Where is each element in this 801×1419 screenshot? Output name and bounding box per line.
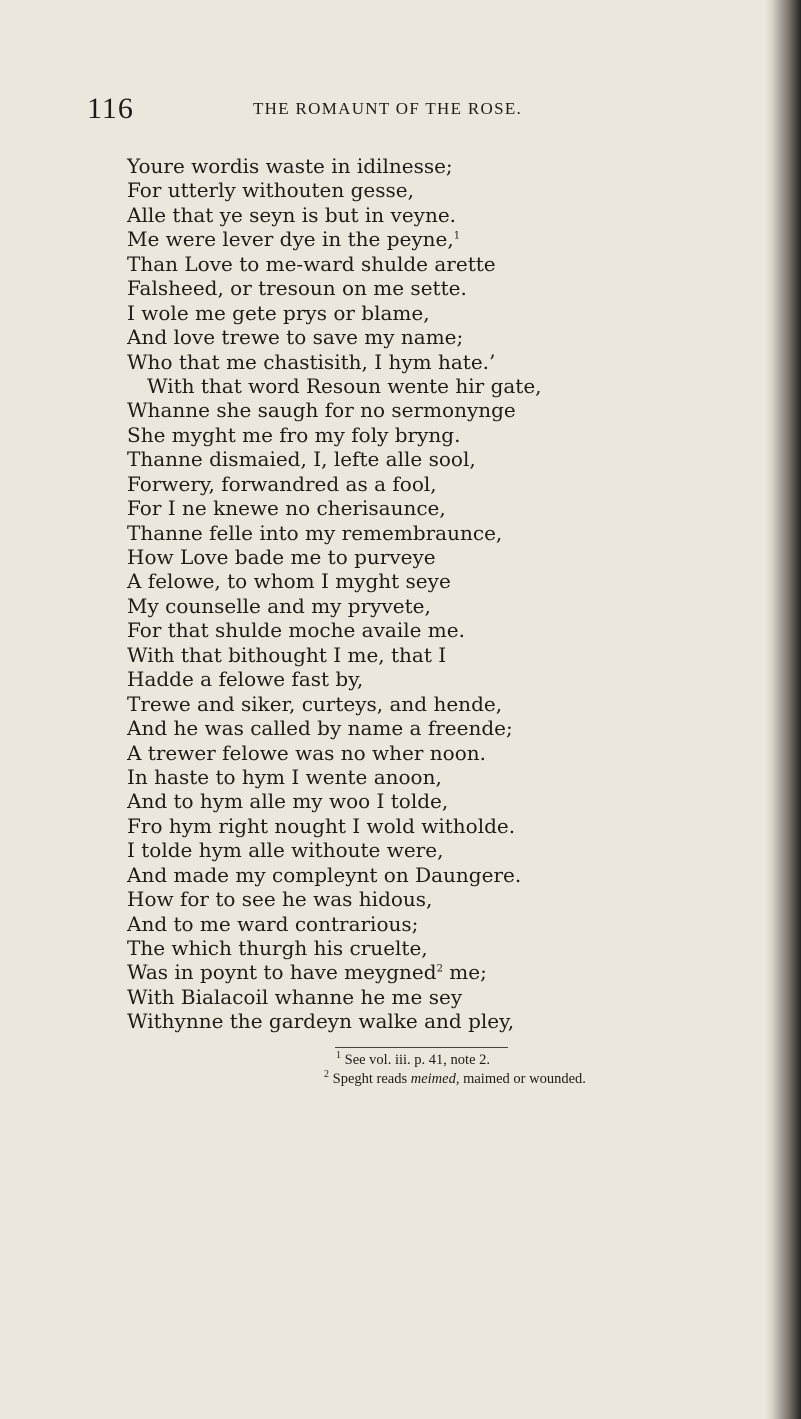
verse-line: And love trewe to save my name; bbox=[127, 325, 464, 350]
footnote-text: maimed or wounded. bbox=[459, 1071, 586, 1087]
footnote-italic-term: meimed, bbox=[410, 1071, 460, 1087]
running-head: THE ROMAUNT OF THE ROSE. bbox=[253, 99, 523, 118]
footnote-text: See vol. iii. p. 41, note 2. bbox=[344, 1052, 491, 1068]
verse-line: I tolde hym alle withoute were, bbox=[127, 838, 444, 863]
verse-line: Who that me chastisith, I hym hate.’ bbox=[127, 349, 496, 374]
verse-line: Falsheed, or tresoun on me sette. bbox=[127, 276, 467, 301]
verse-line-tail: me; bbox=[442, 960, 487, 985]
verse-line: And to me ward contrarious; bbox=[127, 911, 419, 936]
verse-line: Hadde a felowe fast by, bbox=[127, 667, 364, 692]
footnote-text: Speght reads bbox=[332, 1071, 411, 1087]
verse-line: How Love bade me to purveye bbox=[127, 545, 436, 569]
footnote-reference: 1 bbox=[453, 230, 461, 242]
verse-line-text: Me were lever dye in the peyne, bbox=[127, 227, 454, 252]
footnote-marker: 2 bbox=[324, 1069, 329, 1081]
verse-line: With Bialacoil whanne he me sey bbox=[127, 984, 463, 1009]
footnote-marker: 1 bbox=[336, 1050, 341, 1062]
page-number: 116 bbox=[87, 92, 134, 125]
verse-line: A felowe, to whom I myght seye bbox=[127, 569, 451, 594]
verse-line: And made my compleynt on Daungere. bbox=[127, 862, 522, 887]
verse-line: My counselle and my pryvete, bbox=[127, 593, 431, 618]
page-header bbox=[87, 91, 637, 127]
verse-line: Youre wordis waste in idilnesse; bbox=[127, 154, 453, 178]
footnote-1 bbox=[336, 1050, 490, 1070]
verse-line: Trewe and siker, curteys, and hende, bbox=[127, 691, 503, 716]
verse-line: How for to see he was hidous, bbox=[127, 887, 433, 912]
verse-line: For I ne knewe no cherisaunce, bbox=[127, 496, 446, 521]
verse-line: Than Love to me-ward shulde arette bbox=[127, 251, 496, 276]
verse-line: And he was called by name a freende; bbox=[127, 716, 513, 741]
verse-line: For that shulde moche availe me. bbox=[127, 618, 465, 643]
verse-line: Thanne dismaied, I, lefte alle sool, bbox=[127, 447, 476, 472]
verse-line: And to hym alle my woo I tolde, bbox=[127, 789, 449, 814]
verse-block bbox=[127, 154, 757, 1034]
footnote-2 bbox=[324, 1069, 586, 1089]
verse-line: I wole me gete prys or blame, bbox=[127, 300, 430, 325]
verse-line: Thanne felle into my remembraunce, bbox=[127, 520, 503, 545]
verse-line-text: Was in poynt to have meygned bbox=[127, 960, 437, 985]
page-gutter-shadow bbox=[765, 0, 801, 1419]
verse-line: Alle that ye seyn is but in veyne. bbox=[127, 202, 457, 227]
verse-line bbox=[127, 960, 757, 984]
verse-line: With that word Resoun wente hir gate, bbox=[147, 373, 542, 398]
verse-line: With that bithought I me, that I bbox=[127, 642, 447, 667]
verse-line: She myght me fro my foly bryng. bbox=[127, 422, 461, 447]
verse-line: For utterly withouten gesse, bbox=[127, 178, 414, 203]
verse-line: Fro hym right nought I wold witholde. bbox=[127, 813, 516, 838]
verse-line: Withynne the gardeyn walke and pley, bbox=[127, 1009, 515, 1034]
verse-line bbox=[127, 227, 757, 251]
verse-line: Whanne she saugh for no sermonynge bbox=[127, 398, 516, 423]
verse-line: A trewer felowe was no wher noon. bbox=[127, 740, 486, 765]
verse-line: In haste to hym I wente anoon, bbox=[127, 764, 442, 789]
verse-line: Forwery, forwandred as a fool, bbox=[127, 471, 437, 496]
footnote-reference: 2 bbox=[436, 963, 443, 975]
verse-line: The which thurgh his cruelte, bbox=[127, 936, 428, 960]
footnote-rule bbox=[335, 1047, 508, 1048]
